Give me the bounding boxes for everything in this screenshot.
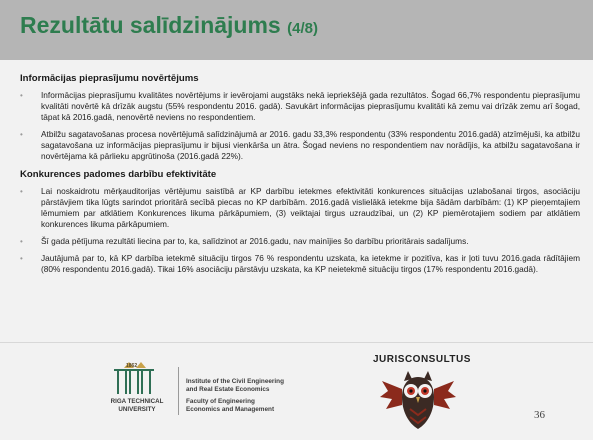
institute-line: and Real Estate Economics [186,386,270,393]
jurisconsultus-logo [373,354,471,434]
section-heading-effectiveness: Konkurences padomes darbību efektivitāte [20,168,217,180]
list-item [20,236,580,247]
list-item-text: Informācijas pieprasījumu kvalitātes novērtējums ir ievērojami augstāks nekā iepriekšējā gada rezultātos. Šogad 66,7% respondentu pieprasījumu kvalitāti novērtē kā drīzāk augstu (55% respondentu 2016. gadā). Savukārt informācijas pieprasījumu kvalitāti kā zemu vai drīzāk zemu arī šogad, tāpat kā 2016.gadā, nenovērtē neviens no respondentiem. [41,90,580,123]
rtu-year: 1862 [126,363,138,369]
faculty-line: Faculty of Engineering [186,398,255,405]
rtu-name-line: UNIVERSITY [118,406,156,413]
list-item-text: Atbilžu sagatavošanas procesa novērtējumā salīdzinājumā ar 2016. gadu 33,3% respondentu (33% respondentu 2016.gadā) atzīmējuši, ka atbilžu sagatavošana uz informācijas pieprasījumu ir bijusi vienkārša un ātra. Šogad neviens no respondentiem nav norādījis, ka atbilžu sagatavošana ir novērtējama kā pārlieku apgrūtinoša (2016.gadā 22%). [41,129,580,162]
faculty-line: Economics and Management [186,406,275,413]
footer-divider [178,367,179,415]
institute-line: Institute of the Civil Engineering [186,378,284,385]
list-item-text: Šī gada pētījuma rezultāti liecina par to, ka, salīdzinot ar 2016.gadu, nav mainījies šo darbību prioritārais sadalījums. [41,235,469,246]
slide-title-text: Rezultātu salīdzinājums [20,12,281,38]
list-item-text: Jautājumā par to, kā KP darbība ietekmē situāciju tirgos 76 % respondentu uzskata, ka ietekme ir pozitīva, kas ir ļoti tuvu 2016.gada rādītājiem (80% respondentu 2016.gadā). Tikai 16% asociāciju pārstāvju uzskata, ka KP neietekmē situāciju tirgos (17% respondentu 2016.gadā). [41,253,580,275]
bullet-icon: • [20,91,23,100]
footer-rule [0,342,593,343]
list-item [20,253,580,275]
page-number: 36 [534,409,545,421]
list-item-text: Lai noskaidrotu mērķauditorijas vērtējumu saistībā ar KP darbību ietekmes efektivitāti konkurences situācijas uzlabošanai tirgos, asociāciju pārstāvjiem tika lūgts sarindot prioritārā secībā piecas no KP darbībām. 2016.gadā vislielākā ietekme bija šādām darbībām: (1) KP pieņemtajiem lēmumiem par atklātiem Konkurences likuma pārkāpumiem, (3) veiktajai tirgus uzraudzībai, un (2) KP piemērotajiem sodiem par atklātiem konkurences likuma pārkāpumiem. [41,185,580,229]
bullet-icon: • [20,130,23,140]
institute-text [186,378,284,414]
section-heading-info-requests: Informācijas pieprasījumu novērtējums [20,73,199,84]
slide-title [20,12,318,39]
bullet-icon: • [20,186,23,196]
owl-icon [378,367,458,433]
list-item [20,129,580,162]
rtu-name [100,398,174,414]
bullet-icon: • [20,254,23,264]
list-item [20,186,580,230]
title-bar [0,0,593,60]
slide-content [20,73,580,281]
jurisconsultus-name: JURISCONSULTUS [373,354,471,365]
list-item [20,90,580,123]
slide-page-label: (4/8) [287,20,318,37]
rtu-name-line: RIGA TECHNICAL [110,398,164,405]
rtu-logo [100,360,180,420]
bullet-icon: • [20,236,23,246]
